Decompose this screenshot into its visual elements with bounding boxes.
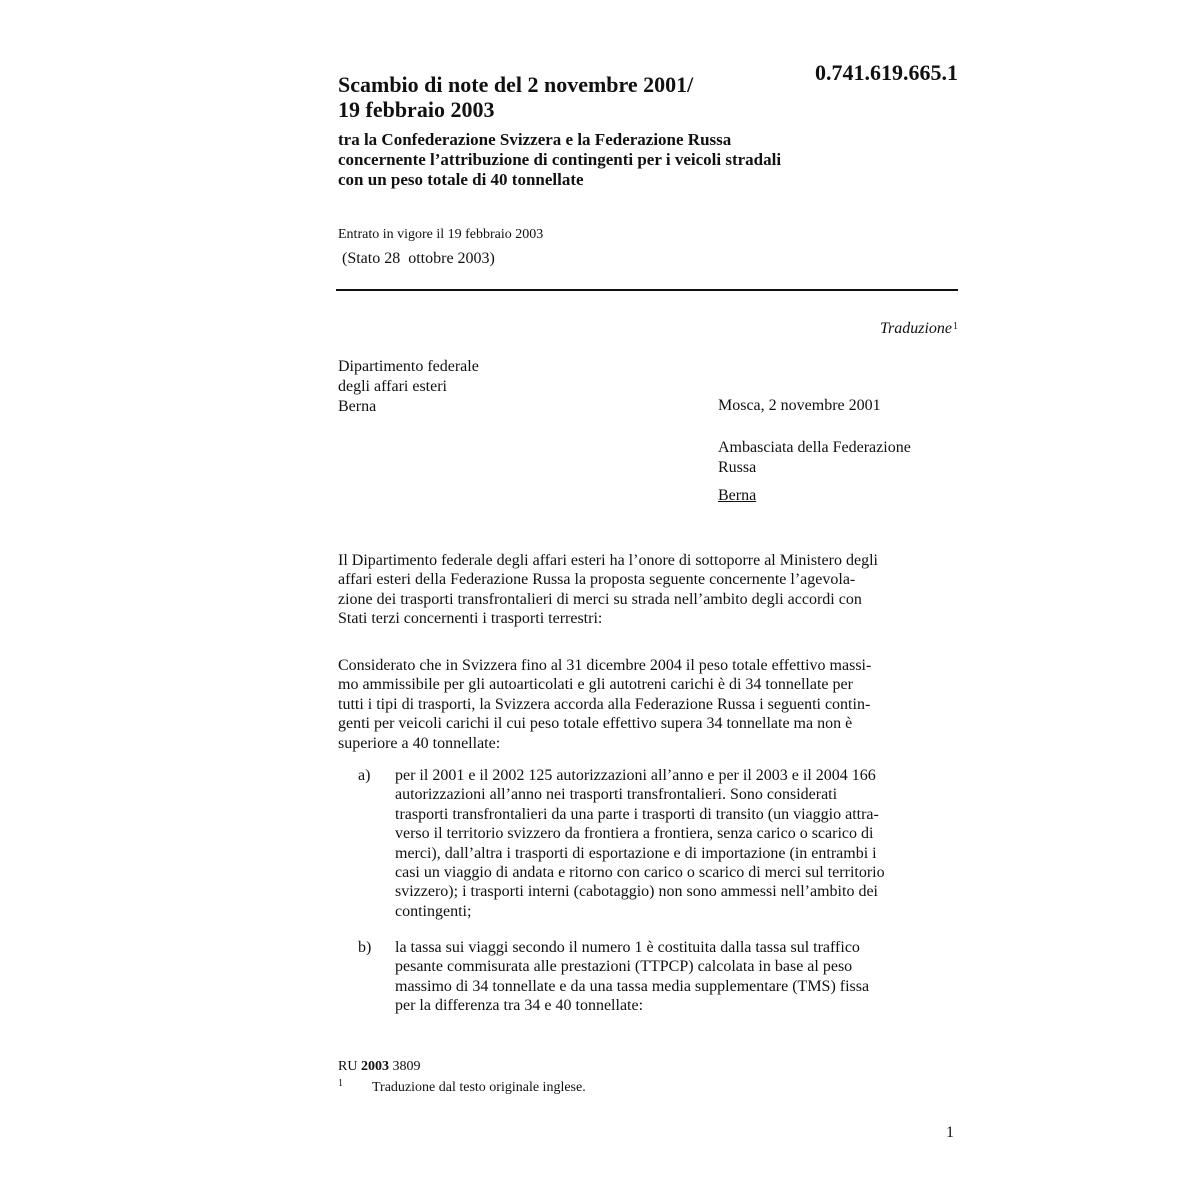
official-compilation-reference xyxy=(338,1059,420,1075)
sender-line: Dipartimento federale xyxy=(338,358,479,375)
translation-label: Traduzione xyxy=(879,320,952,337)
paragraph-intro xyxy=(338,551,956,629)
text-line: contingenti; xyxy=(395,902,472,920)
text-line: verso il territorio svizzero da frontiera a frontiera, senza carico o scarico di xyxy=(395,825,874,843)
text-line: superiore a 40 tonnellate: xyxy=(338,734,501,752)
text-line: pesante commisurata alle prestazioni (TTPCP) calcolata in base al peso xyxy=(395,958,853,976)
ru-page: 3809 xyxy=(392,1059,421,1074)
text-line: genti per veicoli carichi il cui peso totale effettivo supera 34 tonnellate ma non è xyxy=(338,715,853,733)
list-item-text xyxy=(395,766,956,921)
recipient-line: Ambasciata della Federazione xyxy=(718,439,911,456)
sender-city: Berna xyxy=(338,398,377,415)
footnote-number: 1 xyxy=(338,1078,343,1089)
text-line: trasporti transfrontalieri da una parte i trasporti di transito (un viaggio attra- xyxy=(395,805,879,823)
text-line: per la differenza tra 34 e 40 tonnellate: xyxy=(395,997,644,1015)
subtitle-line: concernente l’attribuzione di contingenti per i veicoli stradali xyxy=(338,150,782,169)
header-divider xyxy=(336,289,958,291)
page-number: 1 xyxy=(946,1124,954,1141)
text-line: per il 2001 e il 2002 125 autorizzazioni all’anno e per il 2003 e il 2004 166 xyxy=(395,767,876,784)
recipient-city: Berna xyxy=(718,487,757,504)
text-line: zione dei trasporti transfrontalieri di merci su strada nell’ambito degli accordi con xyxy=(338,590,862,608)
text-line: autorizzazioni all’anno nei trasporti transfrontalieri. Sono considerati xyxy=(395,786,838,804)
list-marker: b) xyxy=(358,939,372,956)
recipient-line: Russa xyxy=(718,459,757,476)
footnote-reference[interactable]: 1 xyxy=(953,321,958,332)
text-line: tutti i tipi di trasporti, la Svizzera accorda alla Federazione Russa i seguenti contin- xyxy=(338,695,871,713)
text-line: affari esteri della Federazione Russa la proposta seguente concernente l’agevola- xyxy=(338,571,856,589)
subtitle-line: con un peso totale di 40 tonnellate xyxy=(338,170,584,189)
title-line: Scambio di note del 2 novembre 2001/ xyxy=(338,72,694,97)
paragraph-considerato xyxy=(338,656,956,753)
text-line: casi un viaggio di andata e ritorno con carico o scarico di merci sul territorio xyxy=(395,864,885,882)
document-subtitle xyxy=(338,130,938,190)
text-line: la tassa sui viaggi secondo il numero 1 è costituita dalla tassa sul traffico xyxy=(395,939,860,956)
ru-year: 2003 xyxy=(360,1059,389,1074)
text-line: Considerato che in Svizzera fino al 31 dicembre 2004 il peso totale effettivo massi- xyxy=(338,657,872,674)
ru-prefix: RU xyxy=(338,1059,358,1074)
document-title xyxy=(338,72,778,122)
translation-note xyxy=(880,320,958,338)
subtitle-line: tra la Confederazione Svizzera e la Federazione Russa xyxy=(338,130,732,149)
sender-address xyxy=(338,357,479,417)
text-line: mo ammissibile per gli autoarticolati e gli autotreni carichi è di 34 tonnellate per xyxy=(338,676,853,694)
sr-number: 0.741.619.665.1 xyxy=(815,60,958,85)
title-line: 19 febbraio 2003 xyxy=(338,97,495,122)
text-line: svizzero); i trasporti interni (cabotaggio) non sono ammessi nell’ambito dei xyxy=(395,883,878,901)
entry-into-force: Entrato in vigore il 19 febbraio 2003 xyxy=(338,227,544,242)
status-date: (Stato 28 ottobre 2003) xyxy=(342,250,495,267)
list-item-text xyxy=(395,938,956,1016)
sender-line: degli affari esteri xyxy=(338,378,447,395)
place-date: Mosca, 2 novembre 2001 xyxy=(718,397,881,414)
footnote-text: Traduzione dal testo originale inglese. xyxy=(372,1080,586,1095)
text-line: Il Dipartimento federale degli affari esteri ha l’onore di sottoporre al Ministero degli xyxy=(338,552,878,569)
recipient-address xyxy=(718,438,958,506)
text-line: merci), dall’altra i trasporti di esportazione e di importazione (in entrambi i xyxy=(395,844,877,862)
list-marker: a) xyxy=(358,767,371,784)
text-line: massimo di 34 tonnellate e da una tassa media supplementare (TMS) fissa xyxy=(395,977,870,995)
text-line: Stati terzi concernenti i trasporti terrestri: xyxy=(338,610,603,628)
